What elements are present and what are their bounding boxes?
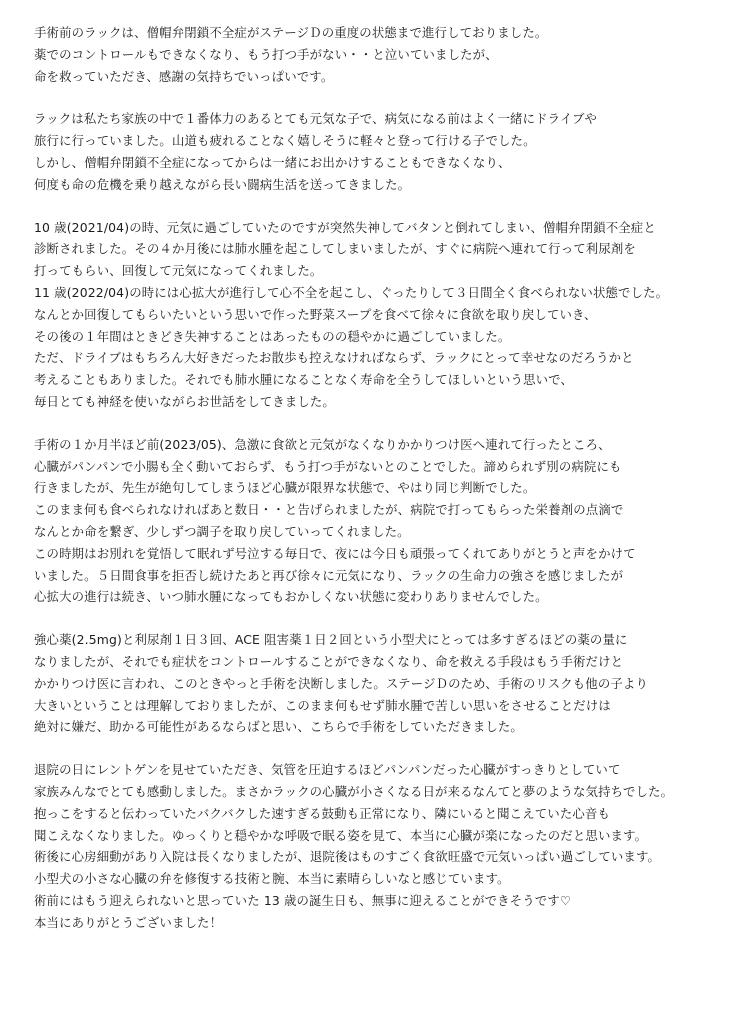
text-line: 何度も命の危機を乗り越えながら長い闘病生活を送ってきました。 [34,176,411,192]
text-line: しかし、僧帽弁閉鎖不全症になってからは一緒にお出かけすることもできなくなり、 [34,154,511,170]
text-line: 小型犬の小さな心臓の弁を修復する技術と腕、本当に素晴らしいなと感じています。 [34,871,510,887]
text-line: その後の１年間はときどき失神することはあったものの穏やかに過ごしていました。 [34,328,511,344]
text-line: 心臓がパンパンで小腸も全く動いておらず、もう打つ手がないとのことでした。諦められず別の病院にも [34,458,622,474]
text-line: 大きいということは理解しておりましたが、このまま何もせず肺水腫で苦しい思いをさせることだけは [34,697,611,713]
text-line: 10 歳(2021/04)の時、元気に過ごしていたのですが突然失神してバタンと倒れてしまい、僧帽弁閉鎖不全症と [34,219,656,235]
text-line: ラックは私たち家族の中で１番体力のあるとても元気な子で、病気になる前はよく一緒にドライブや [34,111,598,127]
text-line: 術後に心房細動があり入院は長くなりましたが、退院後はものすごく食欲旺盛で元気いっぱい過ごしています。 [34,849,661,865]
text-line: 心拡大の進行は続き、いつ肺水腫になってもおかしくない状態に変わりありませんでした。 [34,589,548,605]
text-line: 診断されました。その４か月後には肺水腫を起こしてしまいましたが、すぐに病院へ連れて行って利尿剤を [34,241,636,257]
text-line: かかりつけ医に言われ、このときやっと手術を決断しました。ステージＤのため、手術のリスクも他の子より [34,675,648,691]
text-line: なりましたが、それでも症状をコントロールすることができなくなり、命を救える手段はもう手術だけと [34,653,624,669]
text-line: 家族みんなでとても感動しました。まさかラックの心臓が小さくなる日が来るなんてと夢のような気持ちでした。 [34,783,674,799]
text-line: なんとか回復してもらいたいという思いで作った野菜スープを食べて徐々に食欲を取り戻していき、 [34,306,597,322]
text-line: 絶対に嫌だ、助かる可能性があるならばと思い、こちらで手術をしていただきました。 [34,719,523,735]
paragraph [34,759,734,933]
paragraph [34,108,734,195]
text-line: ただ、ドライブはもちろん大好きだったお散歩も控えなければならず、ラックにとって幸せなのだろうかと [34,350,634,366]
letter-document [34,22,734,954]
text-line: 手術の１か月半ほど前(2023/05)、急激に食欲と元気がなくなりかかりつけ医へ連れて行ったところ、 [34,436,611,452]
text-line: 打ってもらい、回復して元気になってくれました。 [34,263,323,279]
text-line: 命を救っていただき、感謝の気持ちでいっぱいです。 [34,68,334,84]
text-line: いました。５日間食事を拒否し続けたあと再び徐々に元気になり、ラックの生命力の強さを感じましたが [34,567,624,583]
text-line: なんとか命を繋ぎ、少しずつ調子を取り戻していってくれました。 [34,523,410,539]
text-line: この時期はお別れを覚悟して眠れず号泣する毎日で、夜には今日も頑張ってくれてありがとうと声をかけて [34,545,636,561]
text-line: 旅行に行っていました。山道も疲れることなく嬉しそうに軽々と登って行ける子でした。 [34,133,536,149]
paragraph [34,22,734,87]
text-line: 抱っこをすると伝わっていたバクバクした速すぎる鼓動も正常になり、隣にいると聞こえていた心音も [34,805,610,821]
text-line: 薬でのコントロールもできなくなり、もう打つ手がない・・と泣いていましたが、 [34,46,498,62]
text-line: 11 歳(2022/04)の時には心拡大が進行して心不全を起こし、ぐったりして３日間全く食べられない状態でした。 [34,284,669,300]
text-line: 強心薬(2.5mg)と利尿剤１日３回、ACE 阻害薬１日２回という小型犬にとっては多すぎるほどの薬の量に [34,632,628,648]
text-line: このまま何も食べられなければあと数日・・と告げられましたが、病院で打ってもらった栄養剤の点滴で [34,502,624,518]
text-line: 退院の日にレントゲンを見せていただき、気管を圧迫するほどパンパンだった心臓がすっきりとしていて [34,762,621,778]
paragraph [34,629,734,738]
paragraph [34,217,734,413]
text-line: 手術前のラックは、僧帽弁閉鎖不全症がステージＤの重度の状態まで進行しておりました。 [34,25,548,40]
paragraph [34,434,734,608]
text-line: 毎日とても神経を使いながらお世話をしてきました。 [34,393,335,409]
text-line: 行きましたが、先生が絶句してしまうほど心臓が限界な状態で、やはり同じ判断でした。 [34,480,536,496]
text-line: 聞こえなくなりました。ゆっくりと穏やかな呼吸で眠る姿を見て、本当に心臓が楽になったのだと思います。 [34,827,648,843]
text-line: 考えることもありました。それでも肺水腫になることなく寿命を全うしてほしいという思いで、 [34,372,573,388]
text-line: 本当にありがとうございました！ [34,914,223,930]
text-line: 術前にはもう迎えられないと思っていた 13 歳の誕生日も、無事に迎えることができそうです♡ [34,892,572,908]
